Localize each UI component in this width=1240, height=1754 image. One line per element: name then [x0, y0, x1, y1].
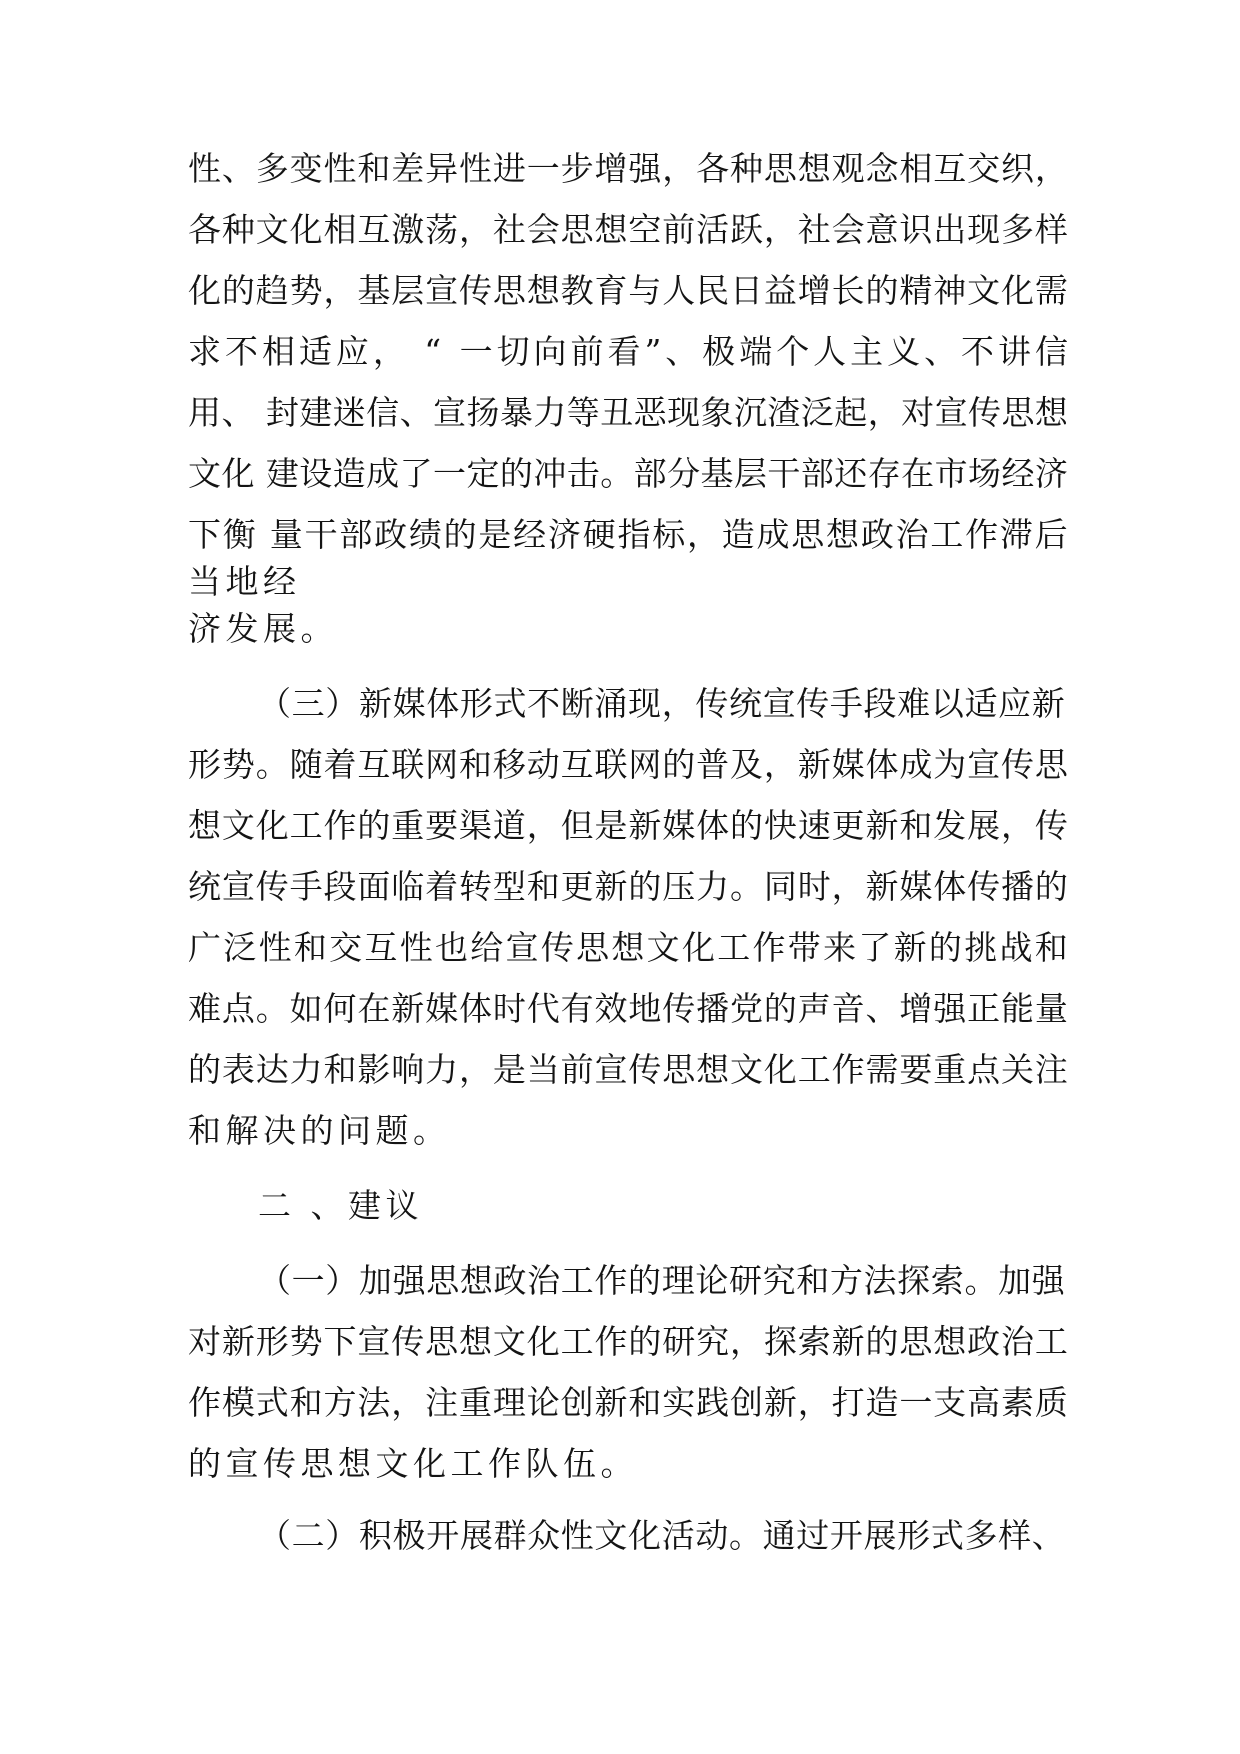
text-line: 文 化 建 设 造 成 了 一 定 的 冲 击 。 部 分 基 层 干 部 还 存 在 市 场 经 济 — [188, 454, 1068, 493]
text-line: 对 新 形 势 下 宣 传 思 想 文 化 工 作 的 研 究 ， 探 索 新 的 思 想 政 治 工 — [188, 1322, 1068, 1361]
text-line: 广 泛 性 和 交 互 性 也 给 宣 传 思 想 文 化 工 作 带 来 了 新 的 挑 战 和 — [188, 928, 1068, 967]
text-line: 济发展。 — [188, 609, 338, 648]
text-line: 难 点 。 如 何 在 新 媒 体 时 代 有 效 地 传 播 党 的 声 音 、 增 强 正 能 量 — [188, 989, 1068, 1028]
text-line: 当地经 — [188, 562, 301, 601]
section-heading-2: （ 二 ） 积 极 开 展 群 众 性 文 化 活 动 。 通 过 开 展 形 式 多 样 、 — [258, 1516, 1065, 1555]
section-heading-suggestions: 二 、建议 — [258, 1186, 423, 1225]
text-line: 想 文 化 工 作 的 重 要 渠 道 ， 但 是 新 媒 体 的 快 速 更 新 和 发 展 ， 传 — [188, 806, 1068, 845]
text-line: 形 势 。 随 着 互 联 网 和 移 动 互 联 网 的 普 及 ， 新 媒 体 成 为 宣 传 思 — [188, 745, 1068, 784]
text-line: 的宣传思想文化工作队伍。 — [188, 1444, 638, 1483]
text-line: 和解决的问题。 — [188, 1111, 451, 1150]
section-heading-1: （ 一 ） 加 强 思 想 政 治 工 作 的 理 论 研 究 和 方 法 探 索 。 加 强 — [258, 1261, 1065, 1300]
text-line: 统 宣 传 手 段 面 临 着 转 型 和 更 新 的 压 力 。 同 时 ， 新 媒 体 传 播 的 — [188, 867, 1068, 906]
text-line: 求 不 相 适 应 ， “ 一 切 向 前 看 ” 、 极 端 个 人 主 义 、 不 讲 信 — [188, 332, 1068, 371]
section-heading-3: （ 三 ） 新 媒 体 形 式 不 断 涌 现 ， 传 统 宣 传 手 段 难 以 适 应 新 — [258, 684, 1065, 723]
text-line: 各 种 文 化 相 互 激 荡 ， 社 会 思 想 空 前 活 跃 ， 社 会 意 识 出 现 多 样 — [188, 210, 1068, 249]
text-line: 作 模 式 和 方 法 ， 注 重 理 论 创 新 和 实 践 创 新 ， 打 造 一 支 高 素 质 — [188, 1383, 1068, 1422]
text-line: 用 、 封 建 迷 信 、 宣 扬 暴 力 等 丑 恶 现 象 沉 渣 泛 起 ， 对 宣 传 思 想 — [188, 393, 1068, 432]
text-line: 化 的 趋 势 ， 基 层 宣 传 思 想 教 育 与 人 民 日 益 增 长 的 精 神 文 化 需 — [188, 271, 1068, 310]
text-line: 性 、 多 变 性 和 差 异 性 进 一 步 增 强 ， 各 种 思 想 观 念 相 互 交 织 ， — [188, 149, 1068, 188]
text-line: 的 表 达 力 和 影 响 力 ， 是 当 前 宣 传 思 想 文 化 工 作 需 要 重 点 关 注 — [188, 1050, 1068, 1089]
text-line: 下 衡 量 干 部 政 绩 的 是 经 济 硬 指 标 ， 造 成 思 想 政 治 工 作 滞 后 — [188, 515, 1068, 554]
